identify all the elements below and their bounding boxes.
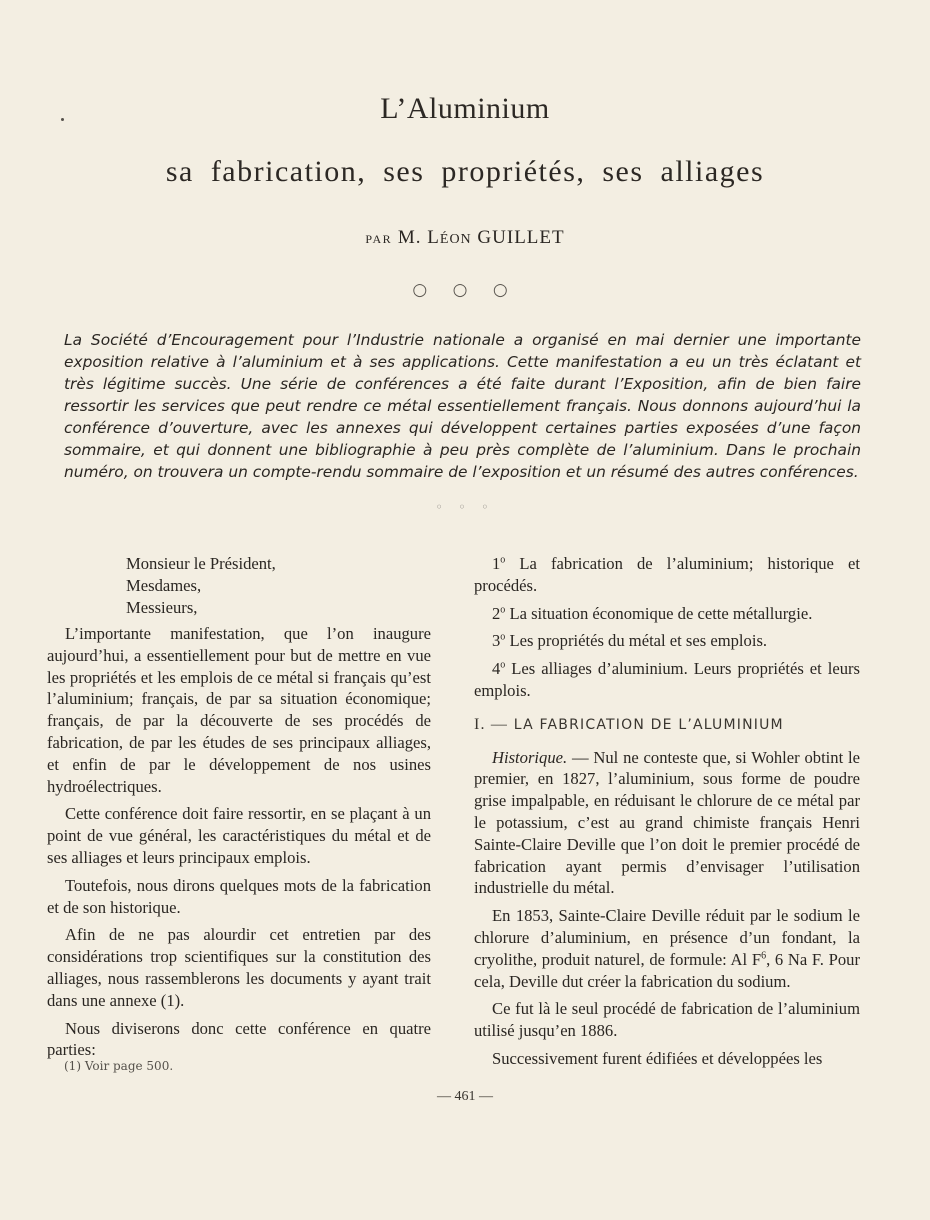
byline-last: GUILLET	[477, 227, 565, 248]
byline-first: L	[427, 227, 440, 248]
historique-text: — Nul ne conteste que, si Wohler obtint le premier, en 1827, l’aluminium, sous forme de poudre grise impalpable, en réduisant le chlorure de ce métal par le potassium, c’est au grand chimiste français Henri Sainte-Claire Deville que l’on doit le premier procédé de fabrication ayant permis d’envisager l’utilisation industrielle du métal.	[474, 747, 860, 898]
section-title: LA FABRICATION DE L’ALUMINIUM	[513, 716, 784, 733]
formula-sup: 6	[761, 950, 767, 962]
body-paragraph: Cette conférence doit faire ressortir, en se plaçant à un point de vue général, les caractéristiques du métal et de ses alliages et leurs principaux emplois.	[47, 804, 431, 867]
ornament-divider-small: ◦ ◦ ◦	[435, 500, 495, 514]
outline-text: Les propriétés du métal et ses emplois.	[509, 631, 768, 651]
body-paragraph: Nous diviserons donc cette conférence en quatre parties:	[47, 1018, 431, 1060]
outline-item	[474, 658, 860, 702]
body-paragraph: Afin de ne pas alourdir cet entretien par des considérations trop scientifiques sur la constitution des alliages, nous rassemblerons les documents y ayant trait dans une annexe (1).	[47, 925, 431, 1010]
body-paragraph	[474, 905, 860, 992]
salutation	[47, 553, 431, 619]
left-column	[47, 553, 431, 1067]
article-title: L’Aluminium	[380, 92, 550, 125]
historique-label: Historique.	[492, 747, 568, 767]
salutation-line: Messieurs,	[126, 598, 198, 617]
outline-text: La situation économique de cette métallurgie.	[509, 603, 813, 623]
outline-number: 3	[492, 631, 501, 651]
section-number: I. —	[474, 715, 509, 733]
ornament-divider: ○ ○ ○	[412, 280, 518, 300]
outline-item	[474, 630, 860, 652]
footnote: (1) Voir page 500.	[64, 1059, 174, 1073]
body-paragraph: Ce fut là le seul procédé de fabrication de l’aluminium utilisé jusqu’en 1886.	[474, 999, 860, 1041]
section-heading	[474, 714, 860, 737]
article-subtitle: sa fabrication, ses propriétés, ses alliages	[165, 155, 765, 188]
outline-sup: o	[500, 604, 506, 616]
byline-par: PAR	[365, 232, 393, 246]
outline-item	[474, 553, 860, 597]
intro-paragraph: La Société d’Encouragement pour l’Industrie nationale a organisé en mai dernier une importante exposition relative à l’aluminium et à ses applications. Cette manifestation a eu un très éclatant et très légitime succès. Une série de conférences a été faite durant l’Exposition, afin de bien faire ressortir les services que peut rendre ce métal essentiellement français. Nous donnons aujourd’hui la conférence d’ouverture, avec les annexes qui développent certaines parties exposées d’une façon sommaire, et qui donnent une bibliographie à peu près complète de l’aluminium. Dans le prochain numéro, on trouvera un compte-rendu sommaire de l’exposition et un résumé des autres conférences.	[64, 331, 861, 481]
byline	[0, 227, 930, 249]
byline-first-smallcaps: ÉON	[439, 232, 472, 247]
outline-sup: o	[500, 554, 506, 566]
body-paragraph: L’importante manifestation, que l’on inaugure aujourd’hui, a essentiellement pour but de mettre en vue les propriétés et les emplois de ce métal si français qu’est l’aluminium; français, de par sa situation économique; français, de par la découverte de ses procédés de fabrication, de par les études de ses principaux alliages, et enfin de par le développement de nos usines hydroélectriques.	[47, 624, 431, 796]
outline-number: 2	[492, 603, 501, 623]
right-column	[474, 553, 860, 1076]
byline-m: M.	[397, 227, 422, 248]
outline-text: Les alliages d’aluminium. Leurs propriétés et leurs emplois.	[474, 659, 861, 700]
outline-text: La fabrication de l’aluminium; historique et procédés.	[474, 554, 861, 595]
outline-number: 1	[492, 554, 501, 573]
salutation-line: Mesdames,	[126, 576, 202, 595]
outline-sup: o	[500, 631, 506, 643]
outline-sup: o	[500, 659, 506, 671]
text-run: En 1853, Sainte-Claire Deville réduit par le sodium le chlorure d’aluminium, en présence d’un fondant, la cryolithe, produit naturel, de formule: Al F	[474, 906, 860, 969]
outline-number: 4	[492, 659, 501, 679]
body-paragraph	[474, 747, 860, 900]
body-paragraph: Toutefois, nous dirons quelques mots de la fabrication et de son historique.	[47, 875, 431, 917]
text-run: , 6 Na F. Pour cela, Deville dut créer la fabrication du sodium.	[474, 949, 860, 991]
body-paragraph: Successivement furent édifiées et développées les	[492, 1048, 823, 1068]
salutation-line: Monsieur le Président,	[126, 554, 276, 573]
outline-item	[474, 603, 860, 625]
page-number: — 461 —	[437, 1089, 493, 1104]
